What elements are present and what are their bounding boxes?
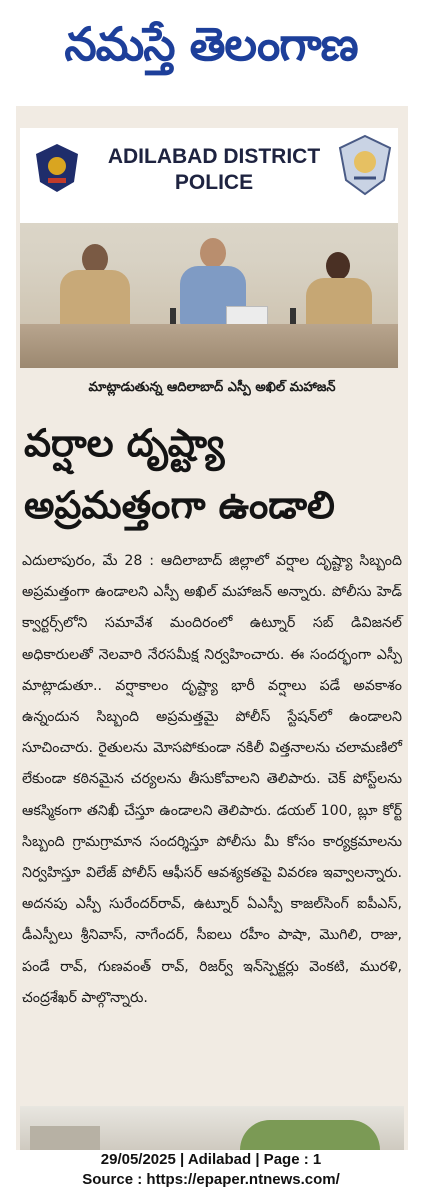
next-article-photo	[20, 1106, 404, 1150]
photo-banner-text	[84, 144, 344, 196]
telangana-police-emblem-icon	[34, 142, 80, 194]
news-clipping	[16, 106, 408, 1150]
photo-banner	[20, 128, 398, 223]
photo-wall	[30, 1126, 100, 1150]
article-headline	[24, 412, 400, 536]
banner-line-2: POLICE	[174, 171, 254, 194]
news-photo	[20, 128, 398, 368]
photo-tree	[240, 1120, 380, 1150]
headline-line-2: అప్రమత్తంగా ఉండాలి	[24, 483, 335, 527]
photo-caption: మాట్లాడుతున్న ఆదిలాబాద్ ఎస్పీ అఖిల్ మహాజన్	[88, 380, 336, 395]
source-link[interactable]: Source : https://epaper.ntnews.com/	[82, 1171, 340, 1188]
headline-line-1: వర్షాల దృష్ట్యా	[24, 421, 225, 465]
masthead	[0, 0, 422, 100]
article-body: ఎదులాపురం, మే 28 : ఆదిలాబాద్ జిల్లాలో వర్షాల దృష్ట్యా సిబ్బంది అప్రమత్తంగా ఉండాలని ఎస్పీ అఖిల్ మహాజన్ అన్నారు. పోలీసు హెడ్ క్వార్టర్స్‌లోని సమావేశ మందిరంలో ఉట్నూర్ సబ్ డివిజనల్ అధికారులతో నెలవారి నేరసమీక్ష నిర్వహించారు. ఈ సందర్భంగా ఎస్పీ మాట్లాడుతూ.. వర్షాకాలం దృష్ట్యా భారీ వర్షాలు పడే అవకాశం ఉన్నందున సిబ్బంది అప్రమత్తమై పోలీస్ స్టేషన్‌లో ఉండాలని సూచించారు. రైతులను మోసపోకుండా నకిలీ విత్తనాలను చలామణిలో లేకుండా కఠినమైన చర్యలను తీసుకోవాలని తెలిపారు. చెక్ పోస్ట్‌లను ఆకస్మికంగా తనిఖీ చేస్తూ ఉండాలని తెలిపారు. డయల్ 100, బ్లూ కోర్ట్ సిబ్బంది గ్రామగ్రామాన సందర్శిస్తూ పోలీసు మీ కోసం కార్యక్రమాలను నిర్వహిస్తూ విలేజ్ పోలీస్ ఆఫీసర్ ఆవశ్యకతపై వివరణ ఇవ్వాలన్నారు. అదనపు ఎస్పీ సురేందర్‌రావ్, ఉట్నూర్ ఏఎస్పీ కాజల్‌సింగ్ ఐపీఎస్, డీఎస్పీలు శ్రీనివాస్, నాగేందర్, సీఐలు రహీం పాషా, మొగిలి, రాజు, పండే రావ్, గుణవంత్ రావ్, రిజర్వ్ ఇన్‌స్పెక్టర్లు వెంకటి, మురళి, చంద్రశేఖర్ పాల్గొన్నారు.	[22, 553, 402, 1006]
district-police-badge-icon	[338, 134, 392, 196]
edition-info: 29/05/2025 | Adilabad | Page : 1	[100, 1151, 322, 1168]
banner-line-1: ADILABAD DISTRICT	[107, 145, 321, 168]
newspaper-title: నమస్తే తెలంగాణ	[64, 17, 358, 71]
conference-table	[20, 324, 398, 368]
